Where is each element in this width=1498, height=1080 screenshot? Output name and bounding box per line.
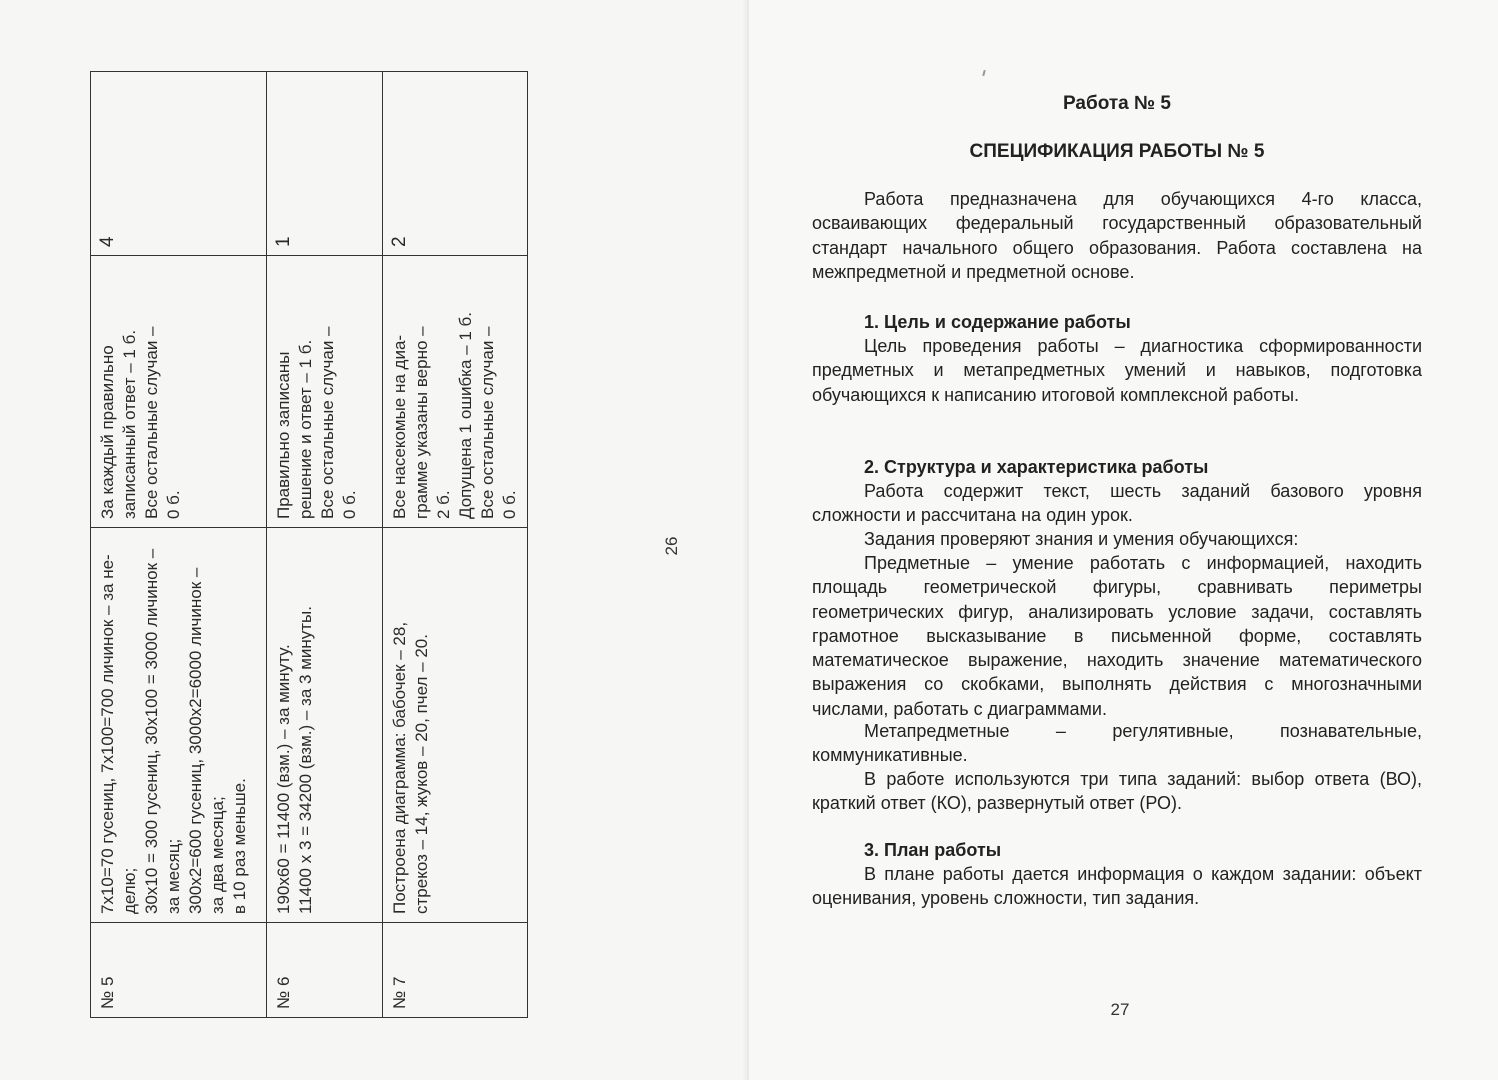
section-heading: 2. Структура и характеристика работы	[864, 457, 1209, 477]
criteria-line: грамме указаны верно –	[412, 326, 431, 519]
table-row	[91, 72, 267, 1018]
solution-cell	[91, 528, 267, 923]
task-number: № 5	[91, 923, 267, 1018]
solution-line: стрекоз – 14, жуков – 20, пчел – 20.	[412, 634, 431, 914]
solution-cell	[267, 528, 383, 923]
solution-line: за месяц;	[164, 838, 183, 914]
page-title: Работа № 5	[1062, 93, 1172, 114]
score-cell: 4	[91, 72, 267, 256]
criteria-cell	[91, 256, 267, 528]
table-row	[267, 72, 383, 1018]
criteria-line: решение и ответ – 1 б.	[296, 339, 315, 519]
solution-line: в 10 раз меньше.	[230, 778, 249, 914]
criteria-line: Все насекомые на диа-	[390, 334, 409, 519]
criteria-line: Правильно записаны	[274, 351, 293, 519]
solution-line: за два месяца;	[208, 796, 227, 914]
scoring-table	[90, 71, 528, 1018]
solution-line: 300х2=600 гусениц, 3000х2=6000 личинок –	[186, 567, 205, 914]
table-row	[383, 72, 528, 1018]
section-paragraph: В работе используются три типа заданий: выбор ответа (ВО), краткий ответ (КО), развернутый ответ (РО).	[812, 769, 1422, 814]
task-number: № 6	[267, 923, 383, 1018]
criteria-line: 0 б.	[164, 490, 183, 519]
criteria-line: 2 б.	[434, 490, 453, 519]
score-cell: 2	[383, 72, 528, 256]
task-number: № 7	[383, 923, 528, 1018]
section-paragraph: В плане работы дается информация о каждом задании: объект оценивания, уровень сложности, тип задания.	[812, 864, 1422, 909]
solution-line: 7х10=70 гусениц, 7х100=700 личинок – за не-	[98, 554, 117, 914]
solution-line: 190х60 = 11400 (взм.) – за минуту.	[274, 644, 293, 914]
solution-line: делю;	[120, 867, 139, 914]
criteria-cell	[383, 256, 528, 528]
solution-cell	[383, 528, 528, 923]
section-heading: 3. План работы	[864, 840, 1002, 860]
spec-title: СПЕЦИФИКАЦИЯ РАБОТЫ № 5	[969, 141, 1265, 162]
score-cell: 1	[267, 72, 383, 256]
criteria-line: Все остальные случаи –	[478, 326, 497, 519]
section-paragraph: Задания проверяют знания и умения обучающихся:	[864, 529, 1299, 549]
section-paragraph: Предметные – умение работать с информацией, находить площадь геометрической фигуры, сравнивать периметры геометрических фигур, анализировать условие задачи, составлять грамотное высказывание в письменной форме, составлять математическое выражение, находить значение математического выражения со скобками, выполнять действия с многозначными числами, работать с диаграммами.	[812, 553, 1422, 719]
rotated-table-holder	[90, 72, 520, 1018]
criteria-line: Все остальные случаи –	[318, 326, 337, 519]
criteria-line: За каждый правильно	[98, 345, 117, 519]
solution-line: Построена диаграмма: бабочек – 28,	[390, 621, 409, 914]
solution-line: 11400 х 3 = 34200 (взм.) – за 3 минуты.	[296, 605, 315, 914]
page-number: 26	[662, 536, 681, 556]
solution-line: 30х10 = 300 гусениц, 30х100 = 3000 личинок –	[142, 548, 161, 914]
criteria-line: записанный ответ – 1 б.	[120, 329, 139, 519]
criteria-line: 0 б.	[500, 490, 519, 519]
section-paragraph: Работа содержит текст, шесть заданий базового уровня сложности и рассчитана на один урок.	[812, 481, 1422, 526]
criteria-line: Допущена 1 ошибка – 1 б.	[456, 312, 475, 519]
section-paragraph: Метапредметные – регулятивные, познавательные, коммуникативные.	[812, 721, 1422, 766]
section-paragraph: Цель проведения работы – диагностика сформированности предметных и метапредметных умений и навыков, подготовка обучающихся к написанию итоговой комплексной работы.	[812, 336, 1422, 405]
criteria-line: 0 б.	[340, 490, 359, 519]
section-heading: 1. Цель и содержание работы	[864, 312, 1131, 332]
intro-paragraph: Работа предназначена для обучающихся 4-го класса, осваивающих федеральный государственный образовательный стандарт начального общего образования. Работа составлена на межпредметной и предметной основе.	[812, 189, 1422, 282]
page-number: 27	[1110, 1000, 1130, 1019]
criteria-line: Все остальные случаи –	[142, 326, 161, 519]
criteria-cell	[267, 256, 383, 528]
